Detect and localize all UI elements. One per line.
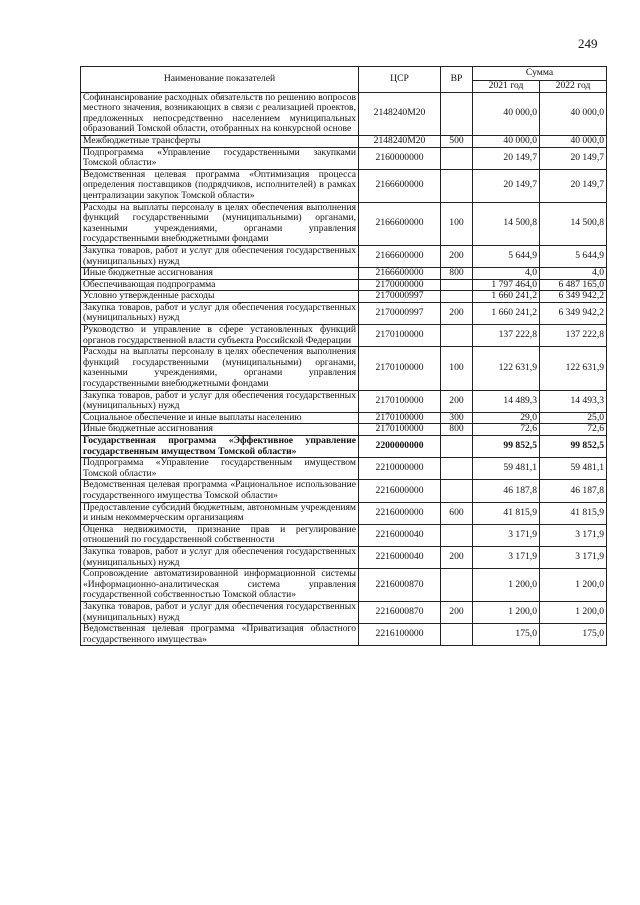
row-sum-2022: 40 000,0 [540,135,607,147]
row-name: Ведомственная целевая программа «Оптимизация процесса определения поставщиков (подрядчиков, исполнителей) в рамках централизации закупок Томской области» [81,169,359,202]
row-vr: 500 [441,135,473,147]
row-sum-2021: 175,0 [473,624,540,646]
row-name: Закупка товаров, работ и услуг для обеспечения государственных (муниципальных) нужд [81,546,359,568]
row-sum-2022: 1 200,0 [540,569,607,602]
row-sum-2022: 59 481,1 [540,458,607,480]
row-name: Иные бюджетные ассигнования [81,268,359,280]
row-code: 2166600000 [359,202,441,245]
row-sum-2022: 14 493,3 [540,390,607,412]
row-sum-2021: 3 171,9 [473,524,540,546]
row-sum-2021: 1 660 241,2 [473,291,540,303]
row-vr: 100 [441,347,473,390]
table-row [81,390,607,412]
row-vr [441,92,473,135]
row-sum-2021: 137 222,8 [473,325,540,347]
row-vr: 100 [441,202,473,245]
table-row [81,135,607,147]
row-sum-2022: 4,0 [540,268,607,280]
row-sum-2021: 40 000,0 [473,135,540,147]
row-sum-2022: 46 187,8 [540,480,607,502]
row-name: Государственная программа «Эффективное управление государственным имуществом Томской области» [81,436,359,458]
row-sum-2022: 1 200,0 [540,601,607,623]
row-vr [441,169,473,202]
table-row [81,202,607,245]
row-code: 2216000000 [359,480,441,502]
row-code: 2170100000 [359,347,441,390]
table-row [81,147,607,169]
table-row [81,546,607,568]
row-name: Сопровождение автоматизированной информационной системы «Информационно-аналитическая система управления государственной собственностью Томской области» [81,569,359,602]
row-sum-2022: 175,0 [540,624,607,646]
table-row [81,601,607,623]
row-code: 2170000997 [359,302,441,324]
row-sum-2022: 40 000,0 [540,92,607,135]
row-code: 2170100000 [359,325,441,347]
row-name: Иные бюджетные ассигнования [81,424,359,436]
row-name: Расходы на выплаты персоналу в целях обеспечения выполнения функций государственными (муниципальными) органами, казенными учреждениями, органами управления государственными внебюджетными фондами [81,202,359,245]
row-vr: 200 [441,245,473,267]
row-sum-2021: 72,6 [473,424,540,436]
row-sum-2022: 20 149,7 [540,147,607,169]
row-sum-2021: 14 500,8 [473,202,540,245]
row-sum-2021: 20 149,7 [473,169,540,202]
row-vr [441,325,473,347]
row-code: 2200000000 [359,436,441,458]
row-sum-2021: 1 797 464,0 [473,279,540,291]
row-name: Ведомственная целевая программа «Рациональное использование государственного имущества Томской области» [81,480,359,502]
row-code: 2166600000 [359,245,441,267]
row-code: 2166600000 [359,268,441,280]
row-vr [441,436,473,458]
row-sum-2021: 4,0 [473,268,540,280]
row-vr [441,458,473,480]
table-row [81,502,607,524]
table-row [81,436,607,458]
row-sum-2021: 29,0 [473,412,540,424]
row-code: 2170000000 [359,279,441,291]
row-vr [441,624,473,646]
row-name: Подпрограмма «Управление государственным имуществом Томской области» [81,458,359,480]
row-code: 2170000997 [359,291,441,303]
row-code: 2166600000 [359,169,441,202]
header-name: Наименование показателей [81,67,359,93]
row-sum-2022: 3 171,9 [540,524,607,546]
row-vr: 800 [441,424,473,436]
row-vr [441,480,473,502]
row-code: 2170100000 [359,390,441,412]
row-code: 2210000000 [359,458,441,480]
row-name: Социальное обеспечение и иные выплаты населению [81,412,359,424]
table-row [81,245,607,267]
row-vr: 800 [441,268,473,280]
row-sum-2021: 46 187,8 [473,480,540,502]
row-sum-2021: 20 149,7 [473,147,540,169]
row-code: 2160000000 [359,147,441,169]
row-sum-2022: 5 644,9 [540,245,607,267]
row-name: Закупка товаров, работ и услуг для обеспечения государственных (муниципальных) нужд [81,390,359,412]
row-name: Межбюджетные трансферты [81,135,359,147]
table-row [81,412,607,424]
row-code: 2216000000 [359,502,441,524]
row-sum-2021: 1 660 241,2 [473,302,540,324]
table-row [81,347,607,390]
row-sum-2022: 122 631,9 [540,347,607,390]
row-name: Закупка товаров, работ и услуг для обеспечения государственных (муниципальных) нужд [81,302,359,324]
row-sum-2022: 137 222,8 [540,325,607,347]
row-name: Руководство и управление в сфере установленных функций органов государственной власти субъекта Российской Федерации [81,325,359,347]
row-code: 2216100000 [359,624,441,646]
header-year-2022: 2022 год [540,81,607,93]
table-row [81,279,607,291]
row-vr: 200 [441,390,473,412]
row-code: 2170100000 [359,412,441,424]
row-sum-2022: 14 500,8 [540,202,607,245]
row-vr [441,279,473,291]
row-sum-2022: 99 852,5 [540,436,607,458]
row-name: Ведомственная целевая программа «Приватизация областного государственного имущества» [81,624,359,646]
table-row [81,268,607,280]
row-vr: 200 [441,546,473,568]
table-row [81,480,607,502]
row-sum-2022: 25,0 [540,412,607,424]
row-vr [441,291,473,303]
row-vr: 200 [441,302,473,324]
row-name: Условно утвержденные расходы [81,291,359,303]
header-year-2021: 2021 год [473,81,540,93]
table-row [81,624,607,646]
row-sum-2021: 3 171,9 [473,546,540,568]
row-vr [441,147,473,169]
row-name: Расходы на выплаты персоналу в целях обеспечения выполнения функций государственными (муниципальными) органами, казенными учреждениями, органами управления государственными внебюджетными фондами [81,347,359,390]
row-sum-2022: 6 349 942,2 [540,302,607,324]
row-code: 2216000040 [359,546,441,568]
table-row [81,524,607,546]
row-sum-2022: 20 149,7 [540,169,607,202]
row-name: Подпрограмма «Управление государственными закупками Томской области» [81,147,359,169]
row-code: 2148240М20 [359,135,441,147]
table-row [81,92,607,135]
row-vr: 600 [441,502,473,524]
row-name: Закупка товаров, работ и услуг для обеспечения государственных (муниципальных) нужд [81,245,359,267]
row-vr [441,524,473,546]
row-vr: 200 [441,601,473,623]
header-code: ЦСР [359,67,441,93]
row-sum-2021: 122 631,9 [473,347,540,390]
row-sum-2021: 1 200,0 [473,569,540,602]
row-sum-2022: 3 171,9 [540,546,607,568]
table-row [81,302,607,324]
table-row [81,291,607,303]
row-sum-2022: 41 815,9 [540,502,607,524]
row-code: 2216000870 [359,601,441,623]
row-code: 2170100000 [359,424,441,436]
row-sum-2022: 72,6 [540,424,607,436]
table-row [81,424,607,436]
row-name: Обеспечивающая подпрограмма [81,279,359,291]
row-sum-2021: 40 000,0 [473,92,540,135]
row-vr: 300 [441,412,473,424]
budget-table [80,66,607,646]
row-sum-2021: 41 815,9 [473,502,540,524]
row-sum-2021: 59 481,1 [473,458,540,480]
header-sum: Сумма [473,67,607,81]
row-name: Оценка недвижимости, признание прав и регулирование отношений по государственной собственности [81,524,359,546]
table-row [81,458,607,480]
table-row [81,325,607,347]
row-name: Закупка товаров, работ и услуг для обеспечения государственных (муниципальных) нужд [81,601,359,623]
row-sum-2022: 6 349 942,2 [540,291,607,303]
table-row [81,569,607,602]
row-sum-2022: 6 487 165,0 [540,279,607,291]
page-number: 249 [578,36,598,51]
row-name: Предоставление субсидий бюджетным, автономным учреждениям и иным некоммерческим организациям [81,502,359,524]
row-sum-2021: 1 200,0 [473,601,540,623]
row-vr [441,569,473,602]
row-sum-2021: 99 852,5 [473,436,540,458]
row-sum-2021: 14 489,3 [473,390,540,412]
row-name: Софинансирование расходных обязательств по решению вопросов местного значения, возникающих в связи с реализацией проектов, предложенных непосредственно населением муниципальных образований Томской области, отобранных на конкурсной основе [81,92,359,135]
header-vr: ВР [441,67,473,93]
row-code: 2148240М20 [359,92,441,135]
row-code: 2216000040 [359,524,441,546]
table-body [81,92,607,646]
row-sum-2021: 5 644,9 [473,245,540,267]
table-row [81,169,607,202]
row-code: 2216000870 [359,569,441,602]
